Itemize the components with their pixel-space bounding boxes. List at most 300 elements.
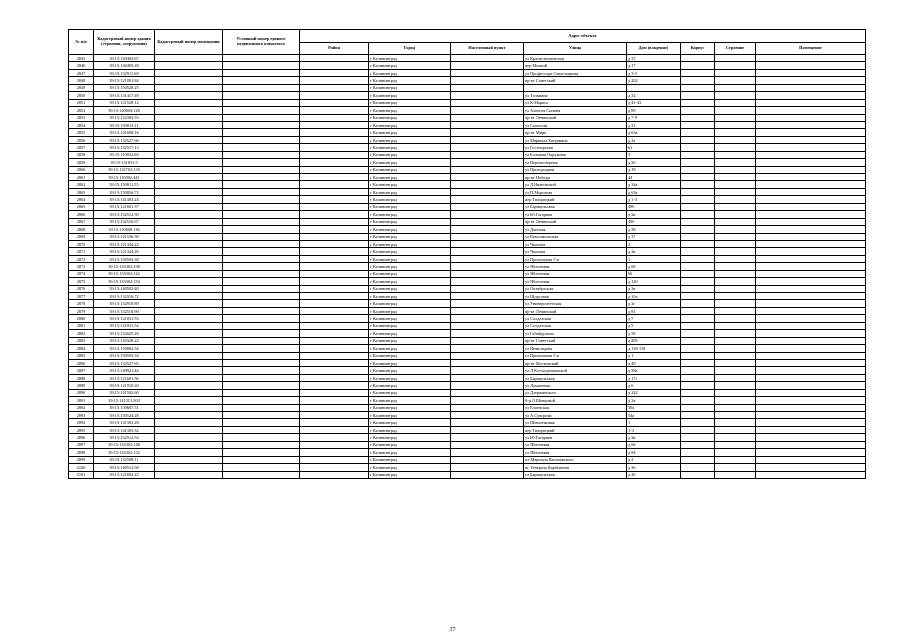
cell-cad-building: 39:15:141502:60: [94, 389, 155, 396]
cell-street: ул Краснознаменская: [524, 55, 627, 62]
cell-room: [756, 114, 866, 121]
cell-korpus: [681, 441, 715, 448]
cell-num: 2897: [69, 441, 94, 448]
table-row: [69, 166, 866, 173]
cell-num: 2861: [69, 174, 94, 181]
cell-street: ул Университетская: [524, 300, 627, 307]
cell-street: пр-кт Ленинский: [524, 114, 627, 121]
cell-room: [756, 300, 866, 307]
cell-cad-building: 39:15:132303:53: [94, 114, 155, 121]
cell-num: 2867: [69, 218, 94, 225]
cell-cond-num: [223, 449, 300, 456]
cell-room: [756, 359, 866, 366]
cell-house: д 89: [627, 107, 681, 114]
cell-house: д 3в: [627, 285, 681, 292]
table-row: [69, 345, 866, 352]
cell-cond-num: [223, 166, 300, 173]
cell-house: д 2г: [627, 300, 681, 307]
cell-house: д 242: [627, 389, 681, 396]
cell-house: д 18: [627, 166, 681, 173]
cell-cad-building: 39:15:110808:136: [94, 226, 155, 233]
cell-room: [756, 270, 866, 277]
cell-city: г Калининград: [369, 307, 451, 314]
cell-cad-building: 39:15:150528:25: [94, 84, 155, 91]
cell-house: д 202: [627, 77, 681, 84]
cell-district: [300, 464, 369, 471]
cell-cad-building: 39:15:150856:72: [94, 188, 155, 195]
cell-cad-building: 39:15:141608:16: [94, 129, 155, 136]
cell-stroenie: [715, 188, 756, 195]
cell-cad-room: [155, 211, 223, 218]
cell-district: [300, 55, 369, 62]
cell-house: д 7-9: [627, 114, 681, 121]
cell-settlement: [451, 397, 524, 404]
cell-stroenie: [715, 307, 756, 314]
cell-house: д 2в: [627, 434, 681, 441]
cell-street: пер Мелкий: [524, 62, 627, 69]
cell-settlement: [451, 419, 524, 426]
cell-korpus: [681, 270, 715, 277]
cell-settlement: [451, 92, 524, 99]
cell-house: д 2в: [627, 211, 681, 218]
cell-room: [756, 330, 866, 337]
cell-house: 1: [627, 255, 681, 262]
cell-city: г Калининград: [369, 426, 451, 433]
cell-district: [300, 434, 369, 441]
cell-cad-building: 39:15:132025:20: [94, 330, 155, 337]
cell-stroenie: [715, 166, 756, 173]
cell-korpus: [681, 322, 715, 329]
cell-cond-num: [223, 307, 300, 314]
cell-city: г Калининград: [369, 188, 451, 195]
cell-district: [300, 211, 369, 218]
cell-district: [300, 300, 369, 307]
cell-korpus: [681, 174, 715, 181]
cell-num: 2847: [69, 69, 94, 76]
cell-house: 44: [627, 174, 681, 181]
cell-num: 2851: [69, 99, 94, 106]
cell-street: ул Дзержинского: [524, 389, 627, 396]
cell-cad-room: [155, 166, 223, 173]
cell-cad-room: [155, 389, 223, 396]
cell-room: [756, 315, 866, 322]
cell-house: 1-3: [627, 426, 681, 433]
cell-settlement: [451, 412, 524, 419]
cell-num: 2849: [69, 84, 94, 91]
cell-settlement: [451, 471, 524, 478]
cell-settlement: [451, 136, 524, 143]
cell-city: г Калининград: [369, 300, 451, 307]
cell-num: 2896: [69, 434, 94, 441]
cell-district: [300, 218, 369, 225]
cell-cad-building: 39:15:121344:22: [94, 240, 155, 247]
table-row: [69, 181, 866, 188]
cell-city: г Калининград: [369, 203, 451, 210]
cell-city: г Калининград: [369, 382, 451, 389]
cell-cond-num: [223, 397, 300, 404]
cell-city: г Калининград: [369, 77, 451, 84]
cell-korpus: [681, 233, 715, 240]
table-row: [69, 352, 866, 359]
cell-cond-num: [223, 233, 300, 240]
cell-stroenie: [715, 196, 756, 203]
cell-street: ул Пригородная: [524, 166, 627, 173]
page-number: 37: [449, 627, 456, 633]
cell-num: 2890: [69, 389, 94, 396]
cell-house: 50а: [627, 404, 681, 411]
cell-street: ул Маршала Баграмяна: [524, 136, 627, 143]
cell-settlement: [451, 263, 524, 270]
cell-room: [756, 166, 866, 173]
cell-cond-num: [223, 55, 300, 62]
cell-settlement: [451, 464, 524, 471]
cell-korpus: [681, 404, 715, 411]
cell-cad-room: [155, 121, 223, 128]
cell-stroenie: [715, 84, 756, 91]
cell-district: [300, 151, 369, 158]
cell-korpus: [681, 382, 715, 389]
table-row: [69, 203, 866, 210]
cell-district: [300, 233, 369, 240]
cell-cond-num: [223, 181, 300, 188]
cell-korpus: [681, 144, 715, 151]
cell-cad-building: 39:15:131831:5: [94, 159, 155, 166]
cell-house: д 1-3: [627, 196, 681, 203]
cell-cond-num: [223, 84, 300, 91]
cell-num: 2866: [69, 211, 94, 218]
cell-cad-building: 39:15:150813:11: [94, 121, 155, 128]
cell-stroenie: [715, 248, 756, 255]
cell-street: ул Яблоневая: [524, 278, 627, 285]
cell-city: г Калининград: [369, 449, 451, 456]
cell-house: д 68: [627, 263, 681, 270]
cell-num: 2869: [69, 233, 94, 240]
cell-street: ул Чкалова: [524, 240, 627, 247]
cell-cad-room: [155, 174, 223, 181]
cell-cad-building: 39:15:140502:40: [94, 285, 155, 292]
cell-num: 2885: [69, 352, 94, 359]
cell-district: [300, 382, 369, 389]
cell-cad-room: [155, 419, 223, 426]
cell-korpus: [681, 84, 715, 91]
cell-cond-num: [223, 151, 300, 158]
cell-stroenie: [715, 181, 756, 188]
cell-street: ул Яблоневая: [524, 270, 627, 277]
cell-cad-room: [155, 337, 223, 344]
cell-cad-room: [155, 315, 223, 322]
cell-city: г Калининград: [369, 263, 451, 270]
cell-settlement: [451, 315, 524, 322]
cell-house: д 2б: [627, 159, 681, 166]
cell-street: ул П.Морозова: [524, 188, 627, 195]
cell-house: д 7: [627, 315, 681, 322]
cell-city: г Калининград: [369, 121, 451, 128]
table-row: [69, 114, 866, 121]
cell-settlement: [451, 345, 524, 352]
cell-cond-num: [223, 426, 300, 433]
cell-district: [300, 337, 369, 344]
cell-street: ул Барнаульская: [524, 374, 627, 381]
cell-cond-num: [223, 352, 300, 359]
cell-house: д 2: [627, 456, 681, 463]
cell-cad-building: 39:15:140512:58: [94, 464, 155, 471]
cell-cad-room: [155, 449, 223, 456]
cell-room: [756, 345, 866, 352]
cell-city: г Калининград: [369, 136, 451, 143]
cell-num: 2891: [69, 397, 94, 404]
cell-stroenie: [715, 426, 756, 433]
cell-cad-building: 39:15:132527:65: [94, 359, 155, 366]
cell-settlement: [451, 255, 524, 262]
cell-korpus: [681, 397, 715, 404]
cell-district: [300, 255, 369, 262]
address-register-table: [68, 29, 866, 479]
table-row: [69, 226, 866, 233]
cell-stroenie: [715, 151, 756, 158]
cell-cond-num: [223, 337, 300, 344]
cell-num: 2872: [69, 255, 94, 262]
header-cond-num: Условный номер единого недвижимого комплекса: [223, 30, 300, 55]
cell-street: пр-кт Московский: [524, 359, 627, 366]
cell-house: д 1: [627, 352, 681, 359]
cell-num: 2857: [69, 144, 94, 151]
cell-room: [756, 285, 866, 292]
cell-street: ул Донская: [524, 226, 627, 233]
cell-korpus: [681, 426, 715, 433]
cell-num: 2870: [69, 240, 94, 247]
table-row: [69, 412, 866, 419]
table-row: [69, 92, 866, 99]
cell-room: [756, 188, 866, 195]
cell-stroenie: [715, 278, 756, 285]
cell-cond-num: [223, 62, 300, 69]
cell-cond-num: [223, 404, 300, 411]
cell-district: [300, 278, 369, 285]
table-row: [69, 188, 866, 195]
table-row: [69, 255, 866, 262]
cell-cad-room: [155, 99, 223, 106]
table-row: [69, 233, 866, 240]
cell-cad-building: 39:15:132911:69: [94, 69, 155, 76]
table-row: [69, 151, 866, 158]
cell-settlement: [451, 278, 524, 285]
cell-street: ул Инвалидная: [524, 345, 627, 352]
cell-room: [756, 434, 866, 441]
cell-room: [756, 367, 866, 374]
cell-street: пр-кт Советский: [524, 337, 627, 344]
cell-district: [300, 174, 369, 181]
table-row: [69, 285, 866, 292]
cell-korpus: [681, 374, 715, 381]
cell-room: [756, 233, 866, 240]
cell-cond-num: [223, 263, 300, 270]
cell-city: г Калининград: [369, 389, 451, 396]
cell-stroenie: [715, 174, 756, 181]
cell-district: [300, 107, 369, 114]
cell-street: ул Яблоневая: [524, 449, 627, 456]
cell-stroenie: [715, 240, 756, 247]
cell-num: 2873: [69, 263, 94, 270]
cell-settlement: [451, 203, 524, 210]
cell-korpus: [681, 107, 715, 114]
cell-city: г Калининград: [369, 233, 451, 240]
cell-stroenie: [715, 374, 756, 381]
cell-korpus: [681, 114, 715, 121]
cell-stroenie: [715, 412, 756, 419]
cell-cad-room: [155, 300, 223, 307]
table-row: [69, 307, 866, 314]
table-row: [69, 174, 866, 181]
cell-house: 66: [627, 270, 681, 277]
cell-cond-num: [223, 174, 300, 181]
cell-korpus: [681, 196, 715, 203]
cell-city: г Калининград: [369, 55, 451, 62]
cell-settlement: [451, 449, 524, 456]
cell-cad-room: [155, 218, 223, 225]
cell-num: 2871: [69, 248, 94, 255]
cell-street: ул Комсомольская: [524, 233, 627, 240]
cell-house: д 285: [627, 337, 681, 344]
cell-korpus: [681, 203, 715, 210]
cell-settlement: [451, 300, 524, 307]
cell-stroenie: [715, 397, 756, 404]
cell-street: ул Профессора Севастьянова: [524, 69, 627, 76]
cell-cond-num: [223, 121, 300, 128]
cell-cad-room: [155, 240, 223, 247]
table-row: [69, 419, 866, 426]
cell-settlement: [451, 456, 524, 463]
cell-korpus: [681, 77, 715, 84]
cell-street: пл Маршала Василевского: [524, 456, 627, 463]
cell-city: г Калининград: [369, 397, 451, 404]
cell-korpus: [681, 121, 715, 128]
cell-cad-room: [155, 203, 223, 210]
cell-stroenie: [715, 203, 756, 210]
cell-stroenie: [715, 69, 756, 76]
cell-room: [756, 129, 866, 136]
cell-district: [300, 263, 369, 270]
cell-city: г Калининград: [369, 374, 451, 381]
cell-cond-num: [223, 107, 300, 114]
cell-district: [300, 166, 369, 173]
cell-cad-room: [155, 352, 223, 359]
cell-street: ул Солдатская: [524, 315, 627, 322]
cell-district: [300, 285, 369, 292]
cell-settlement: [451, 382, 524, 389]
cell-num: 2855: [69, 129, 94, 136]
cell-num: 2848: [69, 77, 94, 84]
cell-street: пр-кт Советский: [524, 77, 627, 84]
cell-cad-room: [155, 255, 223, 262]
cell-cad-building: 39:15:121536:58: [94, 233, 155, 240]
cell-cad-building: 39:15:121919:20: [94, 382, 155, 389]
cell-street: пер Тихорецкий: [524, 196, 627, 203]
cell-num: 2888: [69, 374, 94, 381]
cell-city: г Калининград: [369, 419, 451, 426]
cell-cad-building: 39:15:140921:44: [94, 367, 155, 374]
table-row: [69, 426, 866, 433]
table-row: [69, 434, 866, 441]
cell-cad-building: 39:15:133302:152: [94, 449, 155, 456]
cell-korpus: [681, 188, 715, 195]
cell-house: 49б: [627, 218, 681, 225]
cell-stroenie: [715, 121, 756, 128]
cell-cond-num: [223, 345, 300, 352]
cell-cad-building: 39:15:140402:67: [94, 55, 155, 62]
cell-cond-num: [223, 278, 300, 285]
cell-cad-room: [155, 62, 223, 69]
cell-stroenie: [715, 382, 756, 389]
cell-num: 2878: [69, 300, 94, 307]
cell-room: [756, 426, 866, 433]
cell-num: 2886: [69, 359, 94, 366]
cell-stroenie: [715, 62, 756, 69]
cell-street: ул Шевченковая: [524, 419, 627, 426]
cell-stroenie: [715, 255, 756, 262]
cell-num: 2850: [69, 92, 94, 99]
cell-cond-num: [223, 218, 300, 225]
cell-stroenie: [715, 77, 756, 84]
cell-stroenie: [715, 107, 756, 114]
cell-settlement: [451, 322, 524, 329]
cell-stroenie: [715, 233, 756, 240]
cell-cond-num: [223, 389, 300, 396]
cell-cad-room: [155, 159, 223, 166]
cell-korpus: [681, 278, 715, 285]
cell-cond-num: [223, 203, 300, 210]
cell-korpus: [681, 129, 715, 136]
table-row: [69, 382, 866, 389]
cell-settlement: [451, 218, 524, 225]
cell-city: г Калининград: [369, 337, 451, 344]
cell-street: ул Ю.Гагарина: [524, 211, 627, 218]
cell-cad-room: [155, 374, 223, 381]
cell-house: 61: [627, 144, 681, 151]
cell-street: ул Яблоневая: [524, 263, 627, 270]
cell-num: 2892: [69, 404, 94, 411]
cell-street: [524, 84, 627, 91]
cell-room: [756, 159, 866, 166]
cell-cad-building: 39:15:132517:13: [94, 144, 155, 151]
cell-room: [756, 211, 866, 218]
table-row: [69, 300, 866, 307]
cell-korpus: [681, 434, 715, 441]
cell-num: 2868: [69, 226, 94, 233]
cell-city: г Калининград: [369, 107, 451, 114]
cell-city: г Калининград: [369, 114, 451, 121]
cell-house: д 63а: [627, 129, 681, 136]
cell-district: [300, 322, 369, 329]
cell-cad-building: 39:15:150524:28: [94, 412, 155, 419]
cell-stroenie: [715, 345, 756, 352]
cell-street: б-р Л.Шевцовой: [524, 397, 627, 404]
cell-district: [300, 389, 369, 396]
cell-stroenie: [715, 337, 756, 344]
cell-num: 2884: [69, 345, 94, 352]
cell-cad-building: 39:15:133302:148: [94, 441, 155, 448]
cell-num: 2101: [69, 471, 94, 478]
cell-cond-num: [223, 211, 300, 218]
cell-cad-room: [155, 382, 223, 389]
cell-cad-building: 39:15:110902:441: [94, 174, 155, 181]
cell-settlement: [451, 99, 524, 106]
cell-cad-room: [155, 263, 223, 270]
table-row: [69, 404, 866, 411]
cell-korpus: [681, 471, 715, 478]
cell-cond-num: [223, 114, 300, 121]
cell-stroenie: [715, 263, 756, 270]
cell-cad-room: [155, 270, 223, 277]
